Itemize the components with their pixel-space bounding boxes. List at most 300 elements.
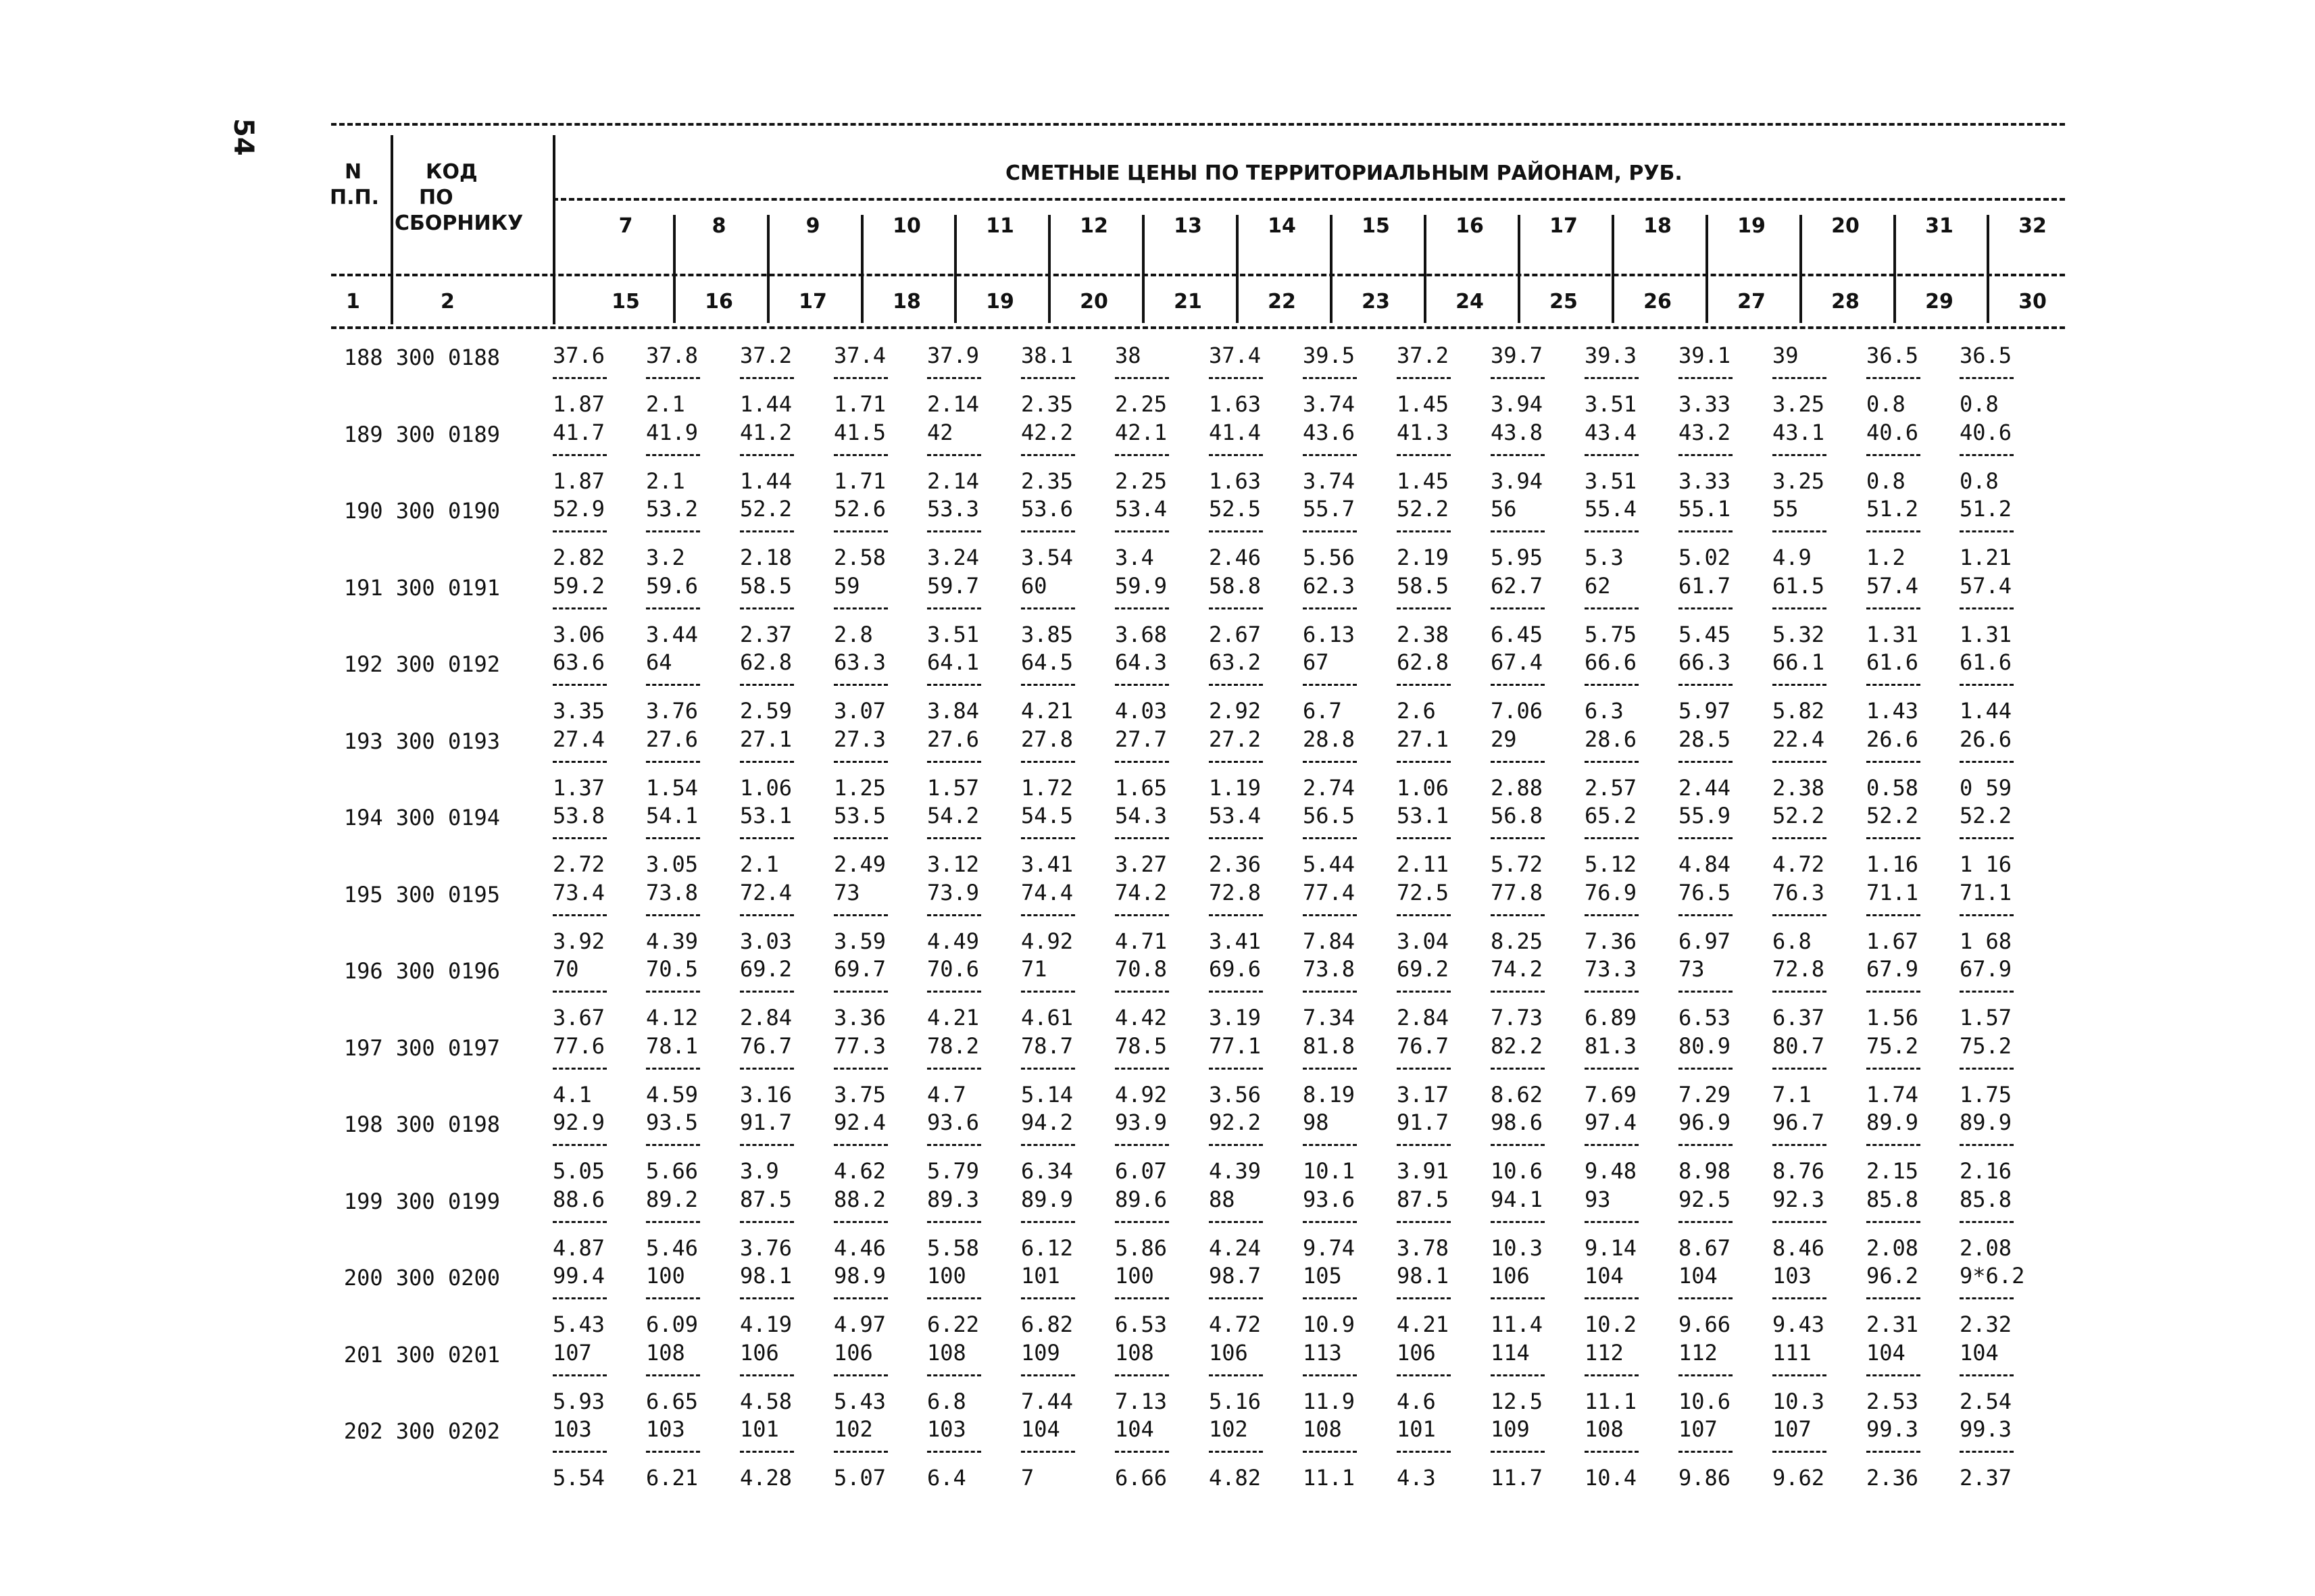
fraction-bar	[1960, 684, 2014, 686]
price-value: 55.4	[1585, 496, 1637, 522]
increment-value: 5.16	[1209, 1388, 1262, 1414]
fraction-bar	[1115, 530, 1169, 532]
increment-value: 7.73	[1491, 1005, 1543, 1030]
increment-value: 5.75	[1585, 621, 1637, 647]
fraction-bar	[1585, 684, 1639, 686]
price-value: 112	[1678, 1339, 1718, 1366]
increment-value: 10.1	[1303, 1158, 1355, 1184]
increment-value: 6.34	[1021, 1158, 1074, 1184]
price-value: 111	[1772, 1339, 1812, 1366]
fraction-bar	[834, 530, 888, 532]
price-value: 27.7	[1115, 726, 1168, 752]
price-value: 107	[1772, 1416, 1812, 1442]
increment-value: 2.15	[1866, 1158, 1919, 1184]
increment-value: 10.3	[1491, 1235, 1543, 1261]
price-value: 56	[1491, 496, 1517, 522]
fraction-bar	[1585, 1374, 1639, 1376]
fraction-bar	[1491, 377, 1545, 379]
fraction-bar	[927, 991, 981, 993]
increment-value: 4.82	[1209, 1465, 1262, 1491]
increment-value: 2.35	[1021, 391, 1074, 417]
price-value: 93.9	[1115, 1109, 1168, 1135]
region-separator	[673, 215, 676, 323]
price-value: 108	[1585, 1416, 1624, 1442]
fraction-bar	[1115, 1144, 1169, 1146]
price-value: 52.2	[740, 496, 793, 522]
increment-value: 8.76	[1772, 1158, 1825, 1184]
price-value: 52.6	[834, 496, 887, 522]
fraction-bar	[1021, 454, 1075, 456]
increment-value: 1.57	[1960, 1005, 2012, 1030]
price-value: 43.1	[1772, 419, 1825, 445]
fraction-bar	[834, 1451, 888, 1453]
increment-value: 4.1	[553, 1081, 592, 1107]
price-value: 73.9	[927, 879, 980, 905]
fraction-bar	[1209, 1068, 1263, 1070]
increment-value: 4.12	[646, 1005, 699, 1030]
fraction-bar	[1115, 914, 1169, 916]
increment-value: 9.62	[1772, 1465, 1825, 1491]
fraction-bar	[1960, 1297, 2014, 1299]
fraction-bar	[1585, 1144, 1639, 1146]
increment-value: 0.8	[1866, 468, 1906, 494]
increment-value: 2.74	[1303, 774, 1355, 801]
price-value: 61.6	[1866, 649, 1919, 675]
increment-value: 10.2	[1585, 1312, 1637, 1337]
increment-value: 1.31	[1960, 621, 2012, 647]
price-value: 74.2	[1115, 879, 1168, 905]
fraction-bar	[1303, 1221, 1357, 1223]
price-value: 107	[553, 1339, 592, 1366]
increment-value: 7	[1021, 1465, 1035, 1491]
increment-value: 3.51	[1585, 391, 1637, 417]
increment-value: 3.85	[1021, 621, 1074, 647]
fraction-bar	[1491, 1144, 1545, 1146]
fraction-bar	[1960, 454, 2014, 456]
increment-value: 2.57	[1585, 774, 1637, 801]
price-value: 39	[1772, 343, 1799, 368]
fraction-bar	[1772, 914, 1826, 916]
fraction-bar	[1960, 530, 2014, 532]
fraction-bar	[927, 1451, 981, 1453]
fraction-bar	[927, 684, 981, 686]
fraction-bar	[1491, 1374, 1545, 1376]
increment-value: 4.39	[1209, 1158, 1262, 1184]
price-value: 62.8	[1397, 649, 1449, 675]
increment-value: 2.37	[740, 621, 793, 647]
region-separator	[1048, 215, 1051, 323]
fraction-bar	[1772, 607, 1826, 609]
fraction-bar	[1115, 761, 1169, 763]
price-value: 99.3	[1866, 1416, 1919, 1442]
fraction-bar	[1021, 1144, 1075, 1146]
header-region-number: 14	[1268, 214, 1296, 238]
fraction-bar	[834, 454, 888, 456]
increment-value: 10.6	[1678, 1388, 1731, 1414]
header-column-index: 15	[612, 290, 640, 314]
fraction-bar	[1021, 1068, 1075, 1070]
price-value: 69.2	[1397, 956, 1449, 982]
fraction-bar	[1021, 914, 1075, 916]
fraction-bar	[1491, 991, 1545, 993]
price-value: 27.4	[553, 726, 605, 752]
price-value: 103	[553, 1416, 592, 1442]
fraction-bar	[1772, 1068, 1826, 1070]
increment-value: 11.1	[1303, 1465, 1355, 1491]
price-value: 70	[553, 956, 579, 982]
increment-value: 3.91	[1397, 1158, 1449, 1184]
price-value: 67.9	[1960, 956, 2012, 982]
top-rule	[331, 123, 2065, 126]
increment-value: 2.32	[1960, 1312, 2012, 1337]
header-column-index: 30	[2018, 290, 2047, 314]
header-region-number: 17	[1549, 214, 1578, 238]
header-region-number: 8	[712, 214, 726, 238]
fraction-bar	[1585, 454, 1639, 456]
price-value: 78.7	[1021, 1032, 1074, 1059]
header-region-number: 13	[1174, 214, 1202, 238]
increment-value: 4.19	[740, 1312, 793, 1337]
price-value: 59.2	[553, 572, 605, 599]
fraction-bar	[1491, 1451, 1545, 1453]
fraction-bar	[927, 454, 981, 456]
fraction-bar	[1397, 530, 1451, 532]
fraction-bar	[1585, 837, 1639, 839]
increment-value: 10.6	[1491, 1158, 1543, 1184]
increment-value: 3.33	[1678, 468, 1731, 494]
price-value: 93.6	[1303, 1186, 1355, 1212]
increment-value: 1.44	[740, 391, 793, 417]
increment-value: 3.76	[740, 1235, 793, 1261]
increment-value: 7.13	[1115, 1388, 1168, 1414]
region-separator	[1424, 215, 1426, 323]
price-value: 80.9	[1678, 1032, 1731, 1059]
fraction-bar	[1303, 1374, 1357, 1376]
price-value: 64.5	[1021, 649, 1074, 675]
price-value: 81.8	[1303, 1032, 1355, 1059]
price-value: 53.1	[1397, 803, 1449, 828]
price-value: 104	[1960, 1339, 1999, 1366]
increment-value: 5.66	[646, 1158, 699, 1184]
increment-value: 6.89	[1585, 1005, 1637, 1030]
fraction-bar	[834, 1297, 888, 1299]
fraction-bar	[553, 761, 607, 763]
increment-value: 6.13	[1303, 621, 1355, 647]
increment-value: 2.44	[1678, 774, 1731, 801]
fraction-bar	[1397, 1297, 1451, 1299]
fraction-bar	[1772, 1144, 1826, 1146]
fraction-bar	[834, 684, 888, 686]
increment-value: 6.12	[1021, 1235, 1074, 1261]
fraction-bar	[1678, 1144, 1733, 1146]
increment-value: 2.72	[553, 851, 605, 877]
increment-value: 3.06	[553, 621, 605, 647]
header-region-number: 32	[2018, 214, 2047, 238]
price-value: 87.5	[1397, 1186, 1449, 1212]
price-value: 55	[1772, 496, 1799, 522]
price-value: 108	[646, 1339, 685, 1366]
price-value: 43.8	[1491, 419, 1543, 445]
price-value: 72.5	[1397, 879, 1449, 905]
price-value: 113	[1303, 1339, 1342, 1366]
price-value: 61.6	[1960, 649, 2012, 675]
increment-value: 1.45	[1397, 468, 1449, 494]
price-value: 98.1	[1397, 1263, 1449, 1289]
increment-value: 3.41	[1209, 928, 1262, 954]
price-value: 98.9	[834, 1263, 887, 1289]
increment-value: 8.19	[1303, 1081, 1355, 1107]
fraction-bar	[740, 1144, 794, 1146]
fraction-bar	[1866, 914, 1920, 916]
increment-value: 1.75	[1960, 1081, 2012, 1107]
fraction-bar	[1397, 1451, 1451, 1453]
increment-value: 5.43	[553, 1312, 605, 1337]
increment-value: 1.31	[1866, 621, 1919, 647]
increment-value: 0.8	[1866, 391, 1906, 417]
price-value: 28.6	[1585, 726, 1637, 752]
fraction-bar	[834, 914, 888, 916]
row-code: 189 300 0189	[343, 421, 500, 447]
price-value: 51.2	[1866, 496, 1919, 522]
increment-value: 3.27	[1115, 851, 1168, 877]
price-value: 104	[1678, 1263, 1718, 1289]
increment-value: 0.8	[1960, 468, 1999, 494]
increment-value: 4.61	[1021, 1005, 1074, 1030]
fraction-bar	[1397, 837, 1451, 839]
header-column-index: 26	[1643, 290, 1672, 314]
price-value: 39.3	[1585, 343, 1637, 368]
price-value: 61.5	[1772, 572, 1825, 599]
region-separator	[1142, 215, 1145, 323]
fraction-bar	[1491, 761, 1545, 763]
fraction-bar	[1678, 684, 1733, 686]
price-value: 39.7	[1491, 343, 1543, 368]
fraction-bar	[1115, 991, 1169, 993]
fraction-bar	[553, 530, 607, 532]
fraction-bar	[1585, 914, 1639, 916]
increment-value: 5.05	[553, 1158, 605, 1184]
price-value: 55.1	[1678, 496, 1731, 522]
fraction-bar	[646, 1144, 700, 1146]
increment-value: 10.4	[1585, 1465, 1637, 1491]
price-value: 99.3	[1960, 1416, 2012, 1442]
increment-value: 2.8	[834, 621, 873, 647]
price-value: 77.6	[553, 1032, 605, 1059]
header-code-1: КОД	[426, 160, 478, 184]
fraction-bar	[1021, 761, 1075, 763]
price-value: 39.5	[1303, 343, 1355, 368]
price-value: 37.8	[646, 343, 699, 368]
fraction-bar	[1397, 1068, 1451, 1070]
price-value: 37.9	[927, 343, 980, 368]
increment-value: 1 16	[1960, 851, 2012, 877]
fraction-bar	[1491, 914, 1545, 916]
fraction-bar	[1209, 377, 1263, 379]
price-value: 54.1	[646, 803, 699, 828]
price-value: 51.2	[1960, 496, 2012, 522]
fraction-bar	[1866, 761, 1920, 763]
fraction-bar	[1021, 837, 1075, 839]
fraction-bar	[927, 1144, 981, 1146]
increment-value: 9.43	[1772, 1312, 1825, 1337]
price-value: 74.2	[1491, 956, 1543, 982]
price-value: 41.5	[834, 419, 887, 445]
price-value: 78.2	[927, 1032, 980, 1059]
increment-value: 4.92	[1021, 928, 1074, 954]
increment-value: 2.67	[1209, 621, 1262, 647]
price-value: 67.9	[1866, 956, 1919, 982]
increment-value: 3.54	[1021, 545, 1074, 570]
increment-value: 1.87	[553, 391, 605, 417]
increment-value: 4.72	[1772, 851, 1825, 877]
price-value: 56.8	[1491, 803, 1543, 828]
fraction-bar	[1960, 377, 2014, 379]
region-separator	[1518, 215, 1520, 323]
fraction-bar	[1866, 530, 1920, 532]
fraction-bar	[1866, 991, 1920, 993]
header-column-index: 16	[705, 290, 733, 314]
fraction-bar	[1960, 914, 2014, 916]
fraction-bar	[553, 607, 607, 609]
fraction-bar	[1021, 1451, 1075, 1453]
price-value: 92.5	[1678, 1186, 1731, 1212]
price-value: 59.6	[646, 572, 699, 599]
fraction-bar	[1303, 454, 1357, 456]
price-value: 91.7	[1397, 1109, 1449, 1135]
price-value: 54.3	[1115, 803, 1168, 828]
price-value: 72.8	[1772, 956, 1825, 982]
fraction-bar	[740, 1451, 794, 1453]
increment-value: 5.12	[1585, 851, 1637, 877]
increment-value: 2.1	[646, 391, 685, 417]
fraction-bar	[1866, 1144, 1920, 1146]
fraction-bar	[834, 377, 888, 379]
price-value: 52.2	[1960, 803, 2012, 828]
price-value: 27.2	[1209, 726, 1262, 752]
increment-value: 6.21	[646, 1465, 699, 1491]
fraction-bar	[1678, 1297, 1733, 1299]
price-value: 89.9	[1960, 1109, 2012, 1135]
header-column-index: 23	[1362, 290, 1390, 314]
price-value: 66.6	[1585, 649, 1637, 675]
price-value: 29	[1491, 726, 1517, 752]
fraction-bar	[1678, 761, 1733, 763]
increment-value: 11.7	[1491, 1465, 1543, 1491]
price-value: 55.7	[1303, 496, 1355, 522]
price-value: 27.6	[927, 726, 980, 752]
price-value: 87.5	[740, 1186, 793, 1212]
fraction-bar	[740, 377, 794, 379]
increment-value: 5.3	[1585, 545, 1624, 570]
fraction-bar	[740, 1068, 794, 1070]
fraction-bar	[1960, 1144, 2014, 1146]
fraction-bar	[646, 1221, 700, 1223]
fraction-bar	[740, 1374, 794, 1376]
fraction-bar	[1491, 530, 1545, 532]
increment-value: 9.66	[1678, 1312, 1731, 1337]
fraction-bar	[834, 607, 888, 609]
increment-value: 6.09	[646, 1312, 699, 1337]
row-code: 200 300 0200	[343, 1265, 500, 1291]
fraction-bar	[834, 761, 888, 763]
fraction-bar	[646, 684, 700, 686]
price-value: 98.6	[1491, 1109, 1543, 1135]
fraction-bar	[646, 914, 700, 916]
increment-value: 12.5	[1491, 1388, 1543, 1414]
fraction-bar	[1866, 1297, 1920, 1299]
increment-value: 8.46	[1772, 1235, 1825, 1261]
increment-value: 7.06	[1491, 698, 1543, 724]
increment-value: 1.63	[1209, 391, 1262, 417]
header-region-number: 11	[986, 214, 1014, 238]
price-value: 55.9	[1678, 803, 1731, 828]
increment-value: 2.46	[1209, 545, 1262, 570]
increment-value: 2.25	[1115, 468, 1168, 494]
price-value: 26.6	[1960, 726, 2012, 752]
fraction-bar	[1960, 1221, 2014, 1223]
price-value: 41.9	[646, 419, 699, 445]
fraction-bar	[1209, 607, 1263, 609]
fraction-bar	[1397, 1221, 1451, 1223]
fraction-bar	[553, 454, 607, 456]
price-value: 53.6	[1021, 496, 1074, 522]
price-value: 62.7	[1491, 572, 1543, 599]
fraction-bar	[553, 377, 607, 379]
price-value: 27.3	[834, 726, 887, 752]
price-value: 102	[834, 1416, 873, 1442]
price-value: 77.4	[1303, 879, 1355, 905]
header-index-1: 1	[346, 290, 360, 314]
price-value: 64	[646, 649, 672, 675]
fraction-bar	[1303, 991, 1357, 993]
fraction-bar	[740, 837, 794, 839]
fraction-bar	[1866, 1221, 1920, 1223]
price-value: 40.6	[1866, 419, 1919, 445]
increment-value: 2.14	[927, 468, 980, 494]
increment-value: 11.1	[1585, 1388, 1637, 1414]
increment-value: 2.11	[1397, 851, 1449, 877]
increment-value: 7.44	[1021, 1388, 1074, 1414]
price-value: 88.6	[553, 1186, 605, 1212]
increment-value: 4.7	[927, 1081, 966, 1107]
increment-value: 4.84	[1678, 851, 1731, 877]
price-value: 75.2	[1960, 1032, 2012, 1059]
region-separator	[1706, 215, 1708, 323]
increment-value: 9.86	[1678, 1465, 1731, 1491]
header-rule-2	[331, 326, 2065, 329]
increment-value: 3.9	[740, 1158, 779, 1184]
row-code: 196 300 0196	[343, 958, 500, 984]
increment-value: 6.82	[1021, 1312, 1074, 1337]
price-value: 37.6	[553, 343, 605, 368]
price-value: 76.7	[740, 1032, 793, 1059]
fraction-bar	[1772, 1221, 1826, 1223]
fraction-bar	[1397, 914, 1451, 916]
increment-value: 0.8	[1960, 391, 1999, 417]
row-code: 193 300 0193	[343, 728, 500, 754]
fraction-bar	[1303, 1451, 1357, 1453]
increment-value: 5.14	[1021, 1081, 1074, 1107]
fraction-bar	[646, 530, 700, 532]
price-value: 22.4	[1772, 726, 1825, 752]
fraction-bar	[1021, 377, 1075, 379]
increment-value: 3.41	[1021, 851, 1074, 877]
fraction-bar	[927, 377, 981, 379]
price-value: 36.5	[1866, 343, 1919, 368]
increment-value: 1.25	[834, 774, 887, 801]
row-code: 190 300 0190	[343, 498, 500, 524]
increment-value: 3.51	[927, 621, 980, 647]
